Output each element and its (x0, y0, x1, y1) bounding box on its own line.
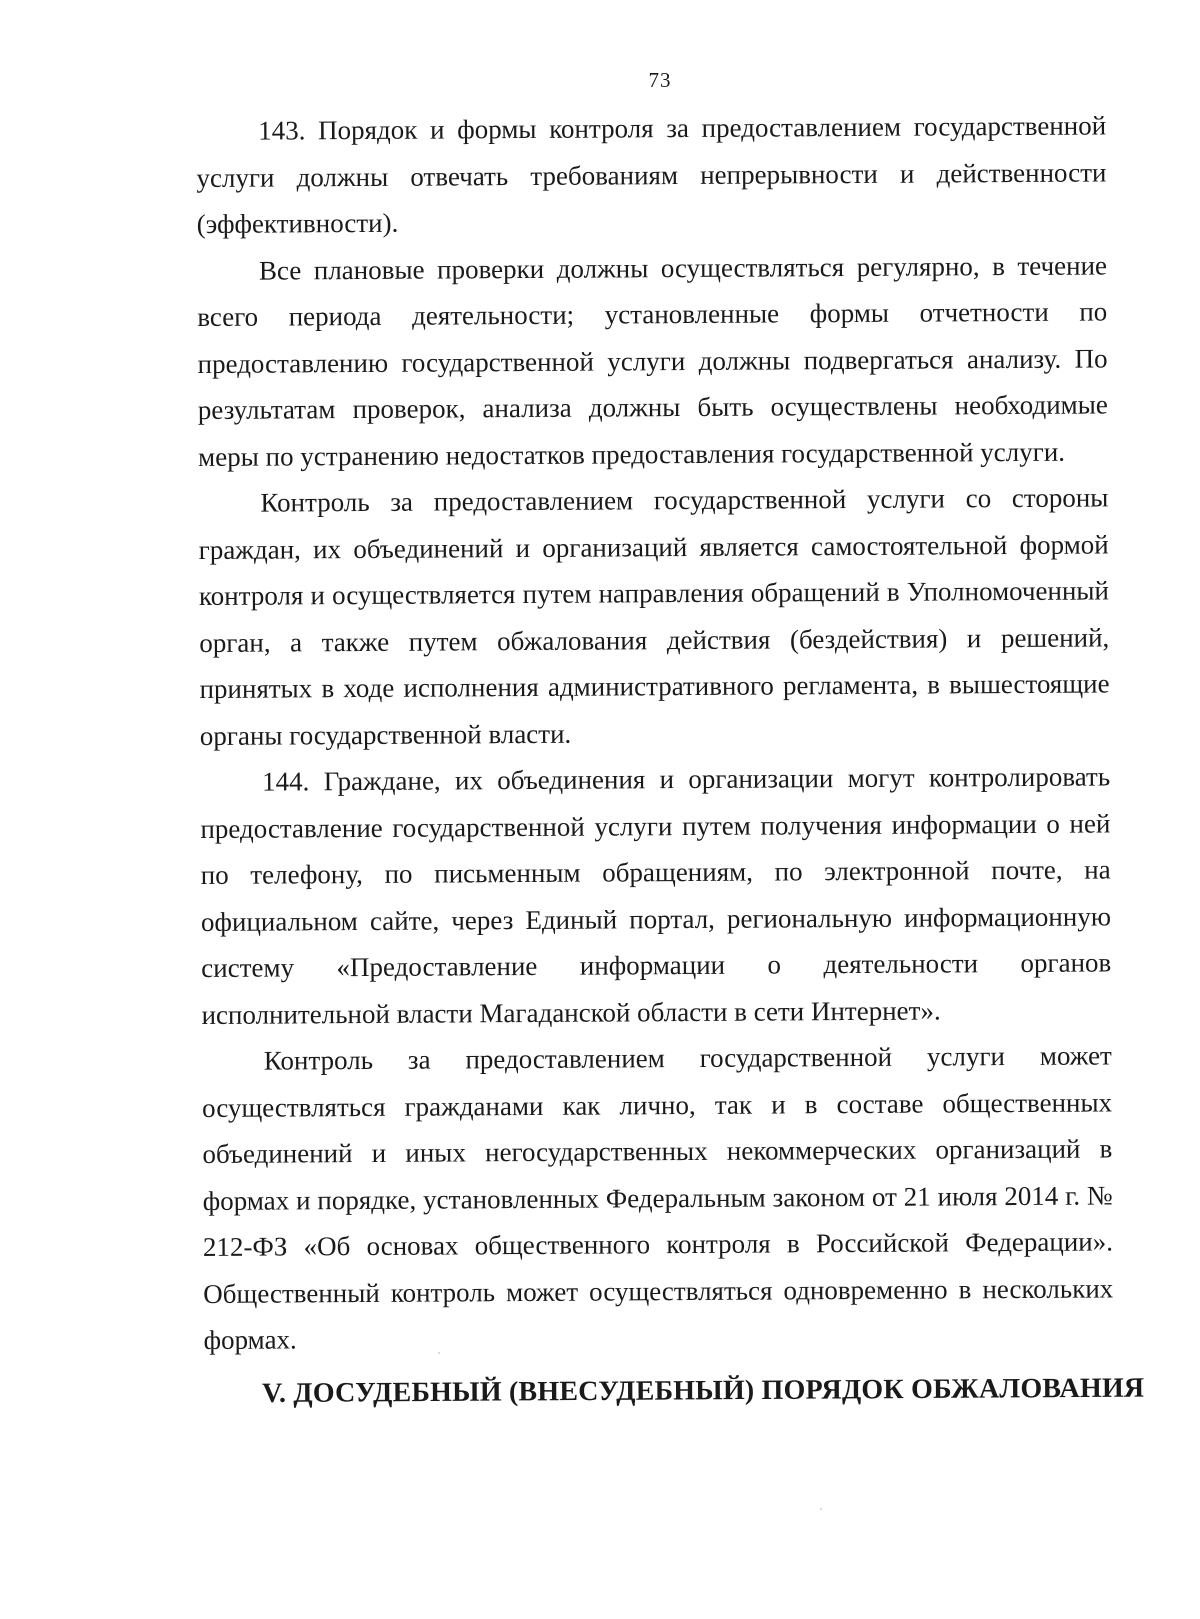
section-heading: V. ДОСУДЕБНЫЙ (ВНЕСУДЕБНЫЙ) ПОРЯДОК ОБЖАЛОВАНИЯ (262, 1372, 1145, 1409)
paragraph-citizen-control: Контроль за предоставлением государственной услуги со стороны граждан, их объединений и организаций является самостоятельной формой контроля и осуществляется путем направления обращений в Уполномоченный орган, а также путем обжалования действия (бездействия) и решений, принятых в ходе исполнения административного регламента, в вышестоящие органы государственной власти. (198, 482, 1110, 751)
paragraph-144: 144. Граждане, их объединения и организации могут контролировать предоставление государственной услуги путем получения информации о ней по телефону, по письменным обращениям, по электронной почте, на официальном сайте, через Единый портал, региональную информационную систему «Предоставление информации о деятельности органов исполнительной власти Магаданской области в сети Интернет». (200, 761, 1112, 1030)
paragraph-public-control: Контроль за предоставлением государственной услуги может осуществляться гражданами как лично, так и в составе общественных объединений и иных негосударственных некоммерческих организаций в формах и порядке, установленных Федеральным законом от 21 июля 2014 г. № 212-ФЗ «Об основах общественного контроля в Российской Федерации». Общественный контроль может осуществляться одновременно в нескольких формах. (202, 1040, 1114, 1355)
document-body (196, 102, 1114, 1363)
paragraph-scheduled-inspections: Все плановые проверки должны осуществляться регулярно, в течение всего периода деятельности; установленные формы отчетности по предоставлению государственной услуги должны подвергаться анализу. По результатам проверок, анализа должны быть осуществлены необходимые меры по устранению недостатков предоставления государственной услуги. (197, 249, 1108, 472)
page-number: 73 (648, 68, 672, 92)
scan-speck (438, 1352, 440, 1354)
scan-speck (820, 1508, 822, 1510)
paragraph-143: 143. Порядок и формы контроля за предоставлением государственной услуги должны отвечать требованиям непрерывности и действенности (эффективности). (196, 110, 1107, 239)
